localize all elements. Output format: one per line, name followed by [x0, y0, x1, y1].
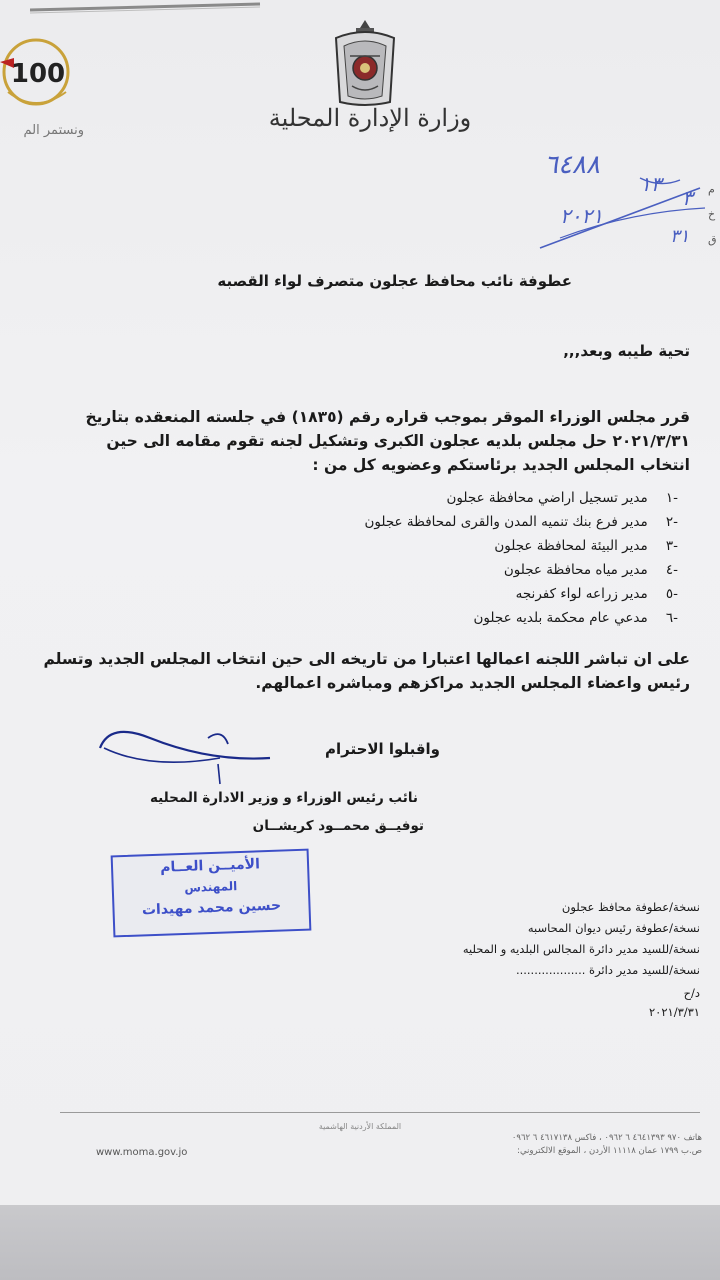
list-text: مدعي عام محكمة بلديه عجلون: [473, 610, 648, 626]
list-item: [504, 559, 678, 581]
centennial-number: 100: [10, 59, 66, 89]
list-item: [516, 583, 678, 605]
copy-line: نسخة/عطوفة رئيس ديوان المحاسبه: [527, 921, 700, 935]
commencement-paragraph: [30, 647, 690, 695]
list-item: [364, 511, 678, 533]
desk-surface: [0, 1205, 720, 1280]
list-text: مدير فرع بنك تنميه المدن والقرى لمحافظة عجلون: [364, 514, 648, 530]
handwritten-signature: [90, 718, 280, 788]
coat-of-arms-icon: [330, 16, 400, 108]
pen-image: [30, 0, 270, 14]
closing-remark: واقبلوا الاحترام: [324, 740, 440, 758]
handwritten-day-2: ٣١: [670, 226, 690, 247]
list-number: -١: [665, 490, 678, 506]
official-stamp: [111, 849, 312, 938]
signer-name: توفيــق محمــود كريشــان: [252, 818, 424, 834]
edge-label-1: م: [708, 183, 715, 196]
commencement-line-1: على ان تباشر اللجنه اعمالها اعتبارا من تاريخه الى حين انتخاب المجلس الجديد وتسلم: [43, 650, 690, 668]
copy-line: نسخة/عطوفة محافظ عجلون: [561, 900, 700, 914]
decision-line-2: ٢٠٢١/٣/٣١ حل مجلس بلديه عجلون الكبرى وتشكيل لجنه تقوم مقامه الى حين: [106, 432, 690, 450]
edge-label-3: ق: [708, 233, 717, 246]
footer-kingdom: المملكة الأردنية الهاشمية: [318, 1122, 402, 1131]
handwritten-day: ١٣: [640, 172, 662, 196]
footer-phones: هاتف ٩٧٠ ٤٦٤١٣٩٣ ٦ ٠٩٦٢ ، فاكس ٤٦١٧١٣٨ ٦ ٠٩٦٢: [511, 1133, 702, 1143]
greeting: تحية طيبه وبعد,,,: [563, 342, 690, 360]
list-text: مدير زراعه لواء كفرنجه: [515, 586, 648, 602]
list-text: مدير تسجيل اراضي محافظة عجلون: [446, 490, 648, 506]
list-text: مدير البيئة لمحافظة عجلون: [494, 538, 648, 554]
footer-divider: [60, 1112, 700, 1113]
copy-line: نسخة/للسيد مدير دائرة ...................: [515, 963, 700, 977]
handwriting-strokes: [530, 168, 710, 258]
list-number: -٦: [665, 610, 678, 626]
list-number: -٣: [665, 538, 678, 554]
list-number: -٥: [665, 586, 678, 602]
list-number: -٤: [665, 562, 678, 578]
decision-line-1: قرر مجلس الوزراء الموقر بموجب قراره رقم (١٨٣٥) في جلسته المنعقده بتاريخ: [85, 408, 690, 426]
copy-line: نسخة/للسيد مدير دائرة المجالس البلديه و المحليه: [462, 942, 700, 956]
stamp-subtitle: المهندس: [184, 879, 238, 895]
handwritten-year: ٢٠٢١: [560, 204, 603, 228]
list-item: [474, 607, 679, 629]
stamp-name: حسين محمد مهيدات: [141, 897, 282, 919]
centennial-logo-icon: [0, 22, 80, 118]
footer-website: www.moma.gov.jo: [96, 1147, 188, 1158]
footer-address: ص.ب ١٧٩٩ عمان ١١١١٨ الأردن ، الموقع الالكتروني:: [517, 1146, 702, 1156]
recipient-line: عطوفة نائب محافظ عجلون متصرف لواء القصبه: [217, 272, 572, 290]
decision-line-3: انتخاب المجلس الجديد برئاستكم وعضويه كل من :: [312, 456, 690, 474]
centennial-caption: ونستمر الم: [23, 123, 84, 138]
signer-title: نائب رئيس الوزراء و وزير الادارة المحليه: [149, 790, 418, 806]
issue-date: ٢٠٢١/٣/٣١: [649, 1005, 700, 1019]
commencement-line-2: رئيس واعضاء المجلس الجديد مراكزهم ومباشره اعمالهم.: [255, 674, 690, 692]
ministry-name: وزارة الإدارة المحلية: [268, 104, 472, 132]
list-item: [447, 487, 679, 509]
decision-paragraph: [30, 405, 690, 477]
handwritten-month: ٣: [682, 186, 693, 210]
stamp-title: الأميــن العــام: [159, 856, 261, 876]
list-item: [494, 535, 678, 557]
edge-label-2: خ: [708, 208, 716, 221]
file-code: د/ح: [683, 986, 700, 1000]
handwritten-reference-number: ٦٤٨٨: [544, 150, 600, 180]
list-number: -٢: [665, 514, 678, 530]
list-text: مدير مياه محافظة عجلون: [503, 562, 648, 578]
